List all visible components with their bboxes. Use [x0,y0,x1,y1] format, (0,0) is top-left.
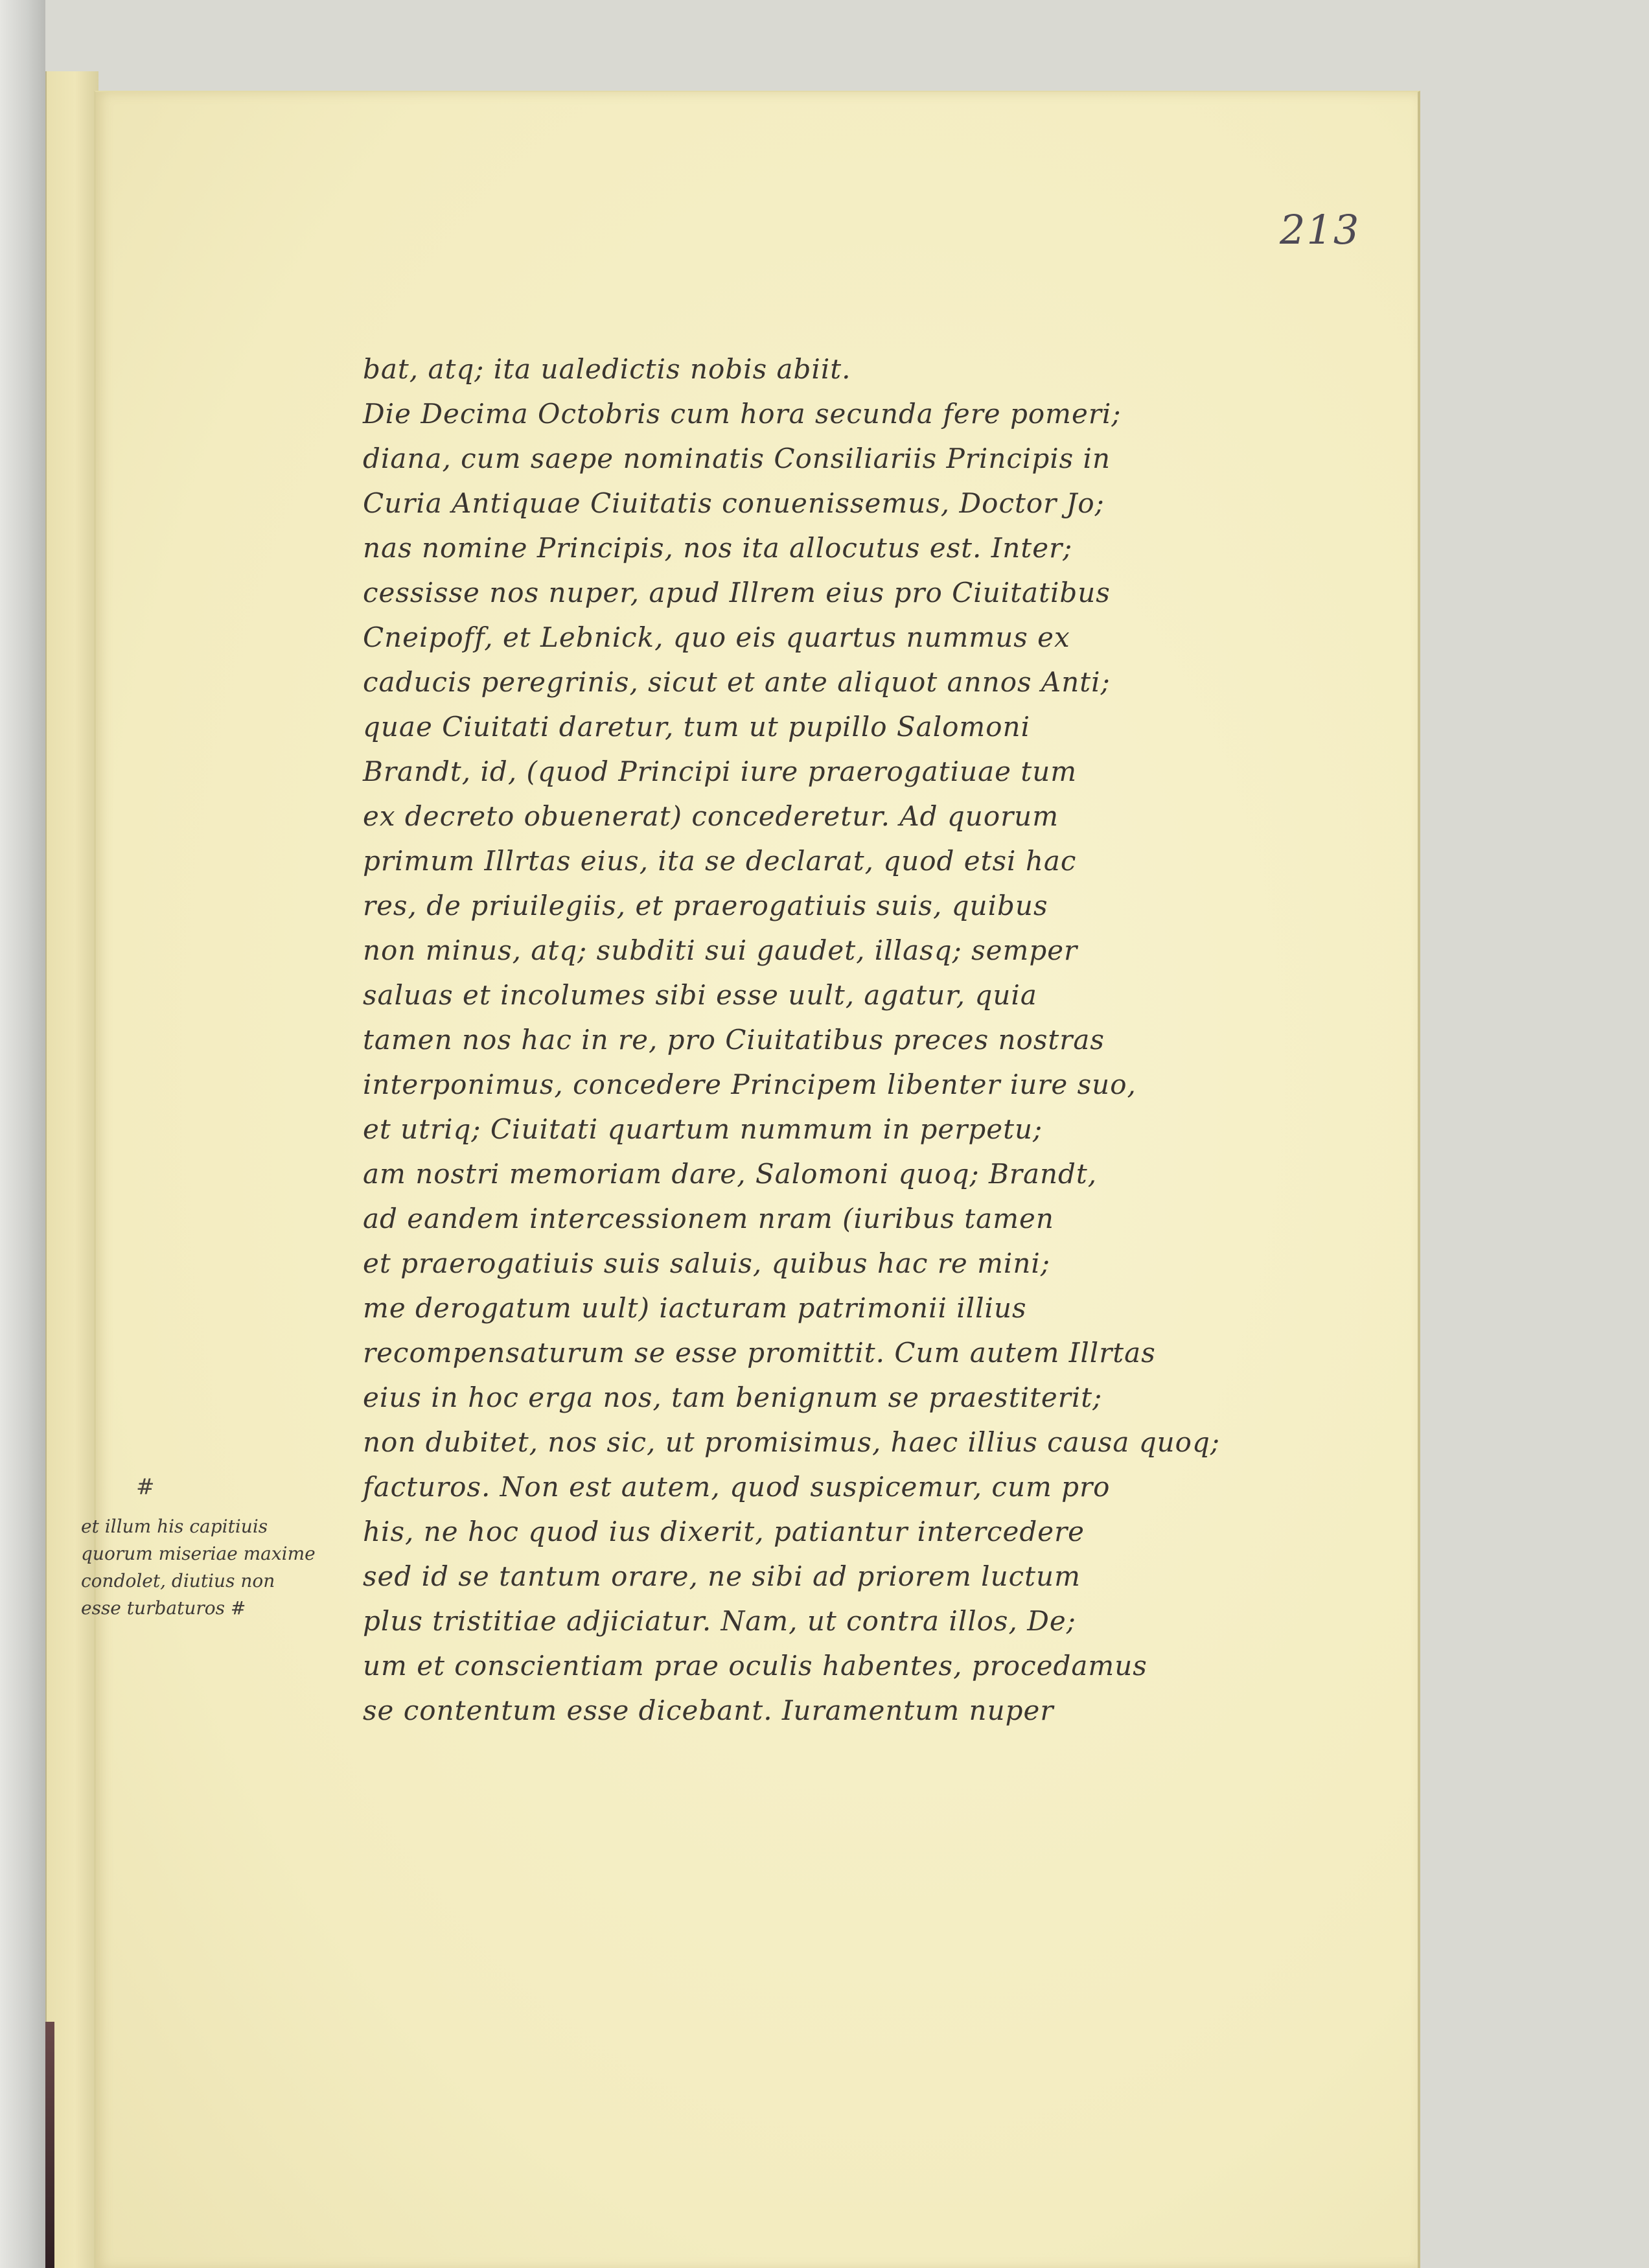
margin-note-line: quorum miseriae maxime [81,1543,316,1564]
text-line: res, de priuilegiis, et praerogatiuis suis, quibus [363,890,1048,921]
text-line: interponimus, concedere Principem libenter iure suo, [363,1069,1136,1100]
text-line: non minus, atq; subditi sui gaudet, illasq; semper [363,934,1078,966]
text-line: saluas et incolumes sibi esse uult, agatur, quia [363,979,1037,1011]
text-line: recompensaturum se esse promittit. Cum autem Illrtas [363,1337,1156,1369]
text-line: Die Decima Octobris cum hora secunda fere pomeri; [363,398,1122,430]
page-number: 213 [1280,206,1361,253]
margin-note-line: esse turbaturos # [81,1597,246,1619]
text-line: sed id se tantum orare, ne sibi ad priorem luctum [363,1560,1081,1592]
text-line: bat, atq; ita ualedictis nobis abiit. [363,353,851,385]
margin-note-line: condolet, diutius non [81,1570,275,1591]
text-line: caducis peregrinis, sicut et ante aliquot annos Anti; [363,666,1111,698]
text-line: me derogatum uult) iacturam patrimonii illius [363,1292,1027,1324]
text-line: et praerogatiuis suis saluis, quibus hac re mini; [363,1247,1050,1279]
text-line: um et conscientiam prae oculis habentes, procedamus [363,1650,1147,1682]
text-line: cessisse nos nuper, apud Illrem eius pro Ciuitatibus [363,577,1111,608]
previous-page-edge [45,71,98,2268]
text-line: Cneipoff, et Lebnick, quo eis quartus nummus ex [363,621,1070,653]
scanner-background [0,0,45,2268]
text-line: non dubitet, nos sic, ut promisimus, haec illius causa quoq; [363,1426,1220,1458]
text-line: primum Illrtas eius, ita se declarat, quod etsi hac [363,845,1077,877]
text-line: Curia Antiquae Ciuitatis conuenissemus, Doctor Jo; [363,487,1105,519]
text-line: tamen nos hac in re, pro Ciuitatibus preces nostras [363,1024,1105,1056]
text-line: eius in hoc erga nos, tam benignum se praestiterit; [363,1382,1103,1413]
text-line: diana, cum saepe nominatis Consiliariis Principis in [363,443,1111,474]
text-line: Brandt, id, (quod Principi iure praerogatiuae tum [363,756,1078,787]
text-line: am nostri memoriam dare, Salomoni quoq; Brandt, [363,1158,1098,1190]
binding-spine [45,2022,54,2268]
margin-note-line: et illum his capitiuis [81,1516,268,1537]
text-line: facturos. Non est autem, quod suspicemur, cum pro [363,1471,1111,1503]
text-line: his, ne hoc quod ius dixerit, patiantur intercedere [363,1516,1085,1547]
text-line: ex decreto obuenerat) concederetur. Ad quorum [363,800,1059,832]
text-line: et utriq; Ciuitati quartum nummum in perpetu; [363,1113,1043,1145]
margin-note [81,1513,366,1622]
main-text-block [363,347,1244,1733]
text-line: quae Ciuitati daretur, tum ut pupillo Salomoni [363,711,1031,743]
text-line: se contentum esse dicebant. Iuramentum nuper [363,1695,1054,1726]
text-line: ad eandem intercessionem nram (iuribus tamen [363,1203,1054,1234]
text-line: nas nomine Principis, nos ita allocutus est. Inter; [363,532,1073,564]
margin-insertion-mark: # [136,1474,155,1500]
text-line: plus tristitiae adjiciatur. Nam, ut contra illos, De; [363,1605,1076,1637]
